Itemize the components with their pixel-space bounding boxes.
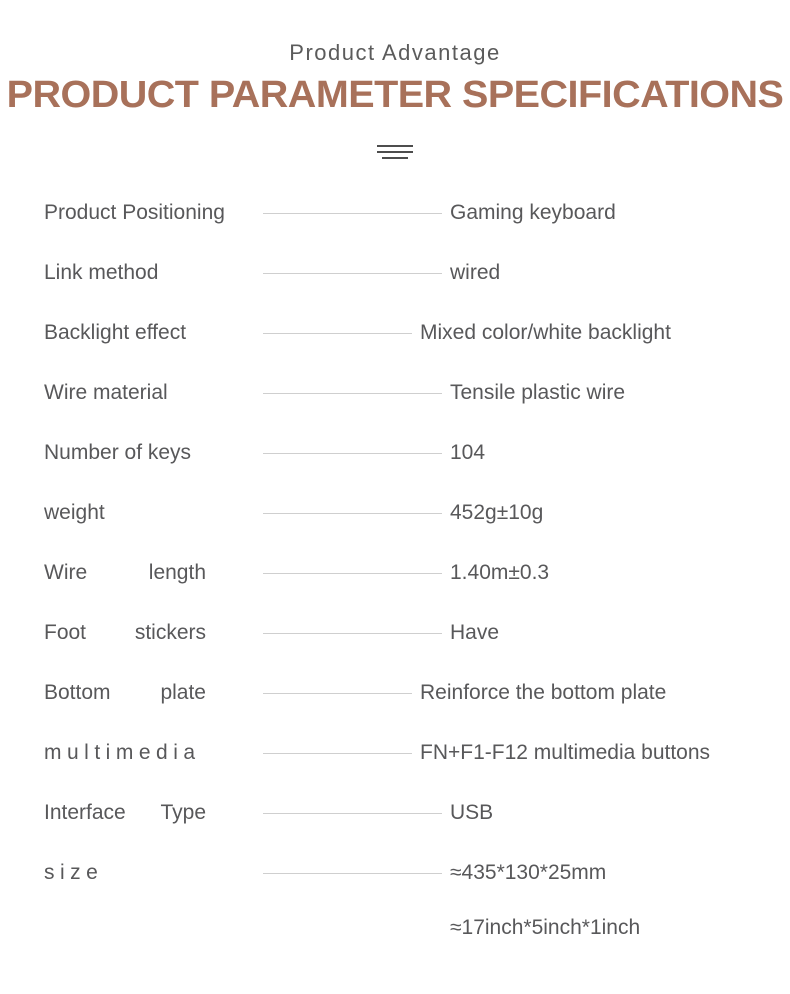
spec-label: Wire material [44,381,168,404]
leader-line [263,333,412,334]
leader-line [263,453,442,454]
spec-value-secondary: ≈17inch*5inch*1inch [450,916,641,939]
spec-value: USB [450,801,494,824]
spec-label-part: stickers [134,621,206,644]
spec-value: wired [450,261,501,284]
spec-label: weight [44,501,105,524]
spec-label-part: Foot [44,621,87,644]
leader-line [263,213,442,214]
spec-label-part: Type [160,801,206,824]
spec-value: Gaming keyboard [450,201,616,224]
spec-label: multimedia [44,741,201,764]
page-title: PRODUCT PARAMETER SPECIFICATIONS [6,74,784,116]
spec-value: Have [450,621,500,644]
spec-label-part: Interface [44,801,126,824]
spec-label: size [44,861,104,884]
table-row [44,783,750,843]
spec-label: Product Positioning [44,201,225,224]
leader-line [263,393,442,394]
spec-value: Tensile plastic wire [450,381,626,404]
leader-line [263,873,442,874]
spec-label: Number of keys [44,441,192,464]
page-header [0,0,790,117]
spec-label [44,681,259,705]
table-row [44,843,750,903]
spec-label: Backlight effect [44,321,187,344]
spec-table [0,183,790,953]
spec-label-part: plate [160,681,206,704]
leader-line [263,573,442,574]
table-row [44,723,750,783]
spec-label-part: Bottom [44,681,111,704]
triple-line-divider-icon [377,143,413,165]
spec-value: 452g±10g [450,501,544,524]
spec-label [44,561,259,585]
leader-line [263,513,442,514]
spec-value: 104 [450,441,486,464]
spec-value: Mixed color/white backlight [420,321,671,344]
table-row [44,423,750,483]
table-row [44,543,750,603]
eyebrow-text: Product Advantage [289,40,501,65]
spec-label: Link method [44,261,159,284]
leader-line [263,633,442,634]
leader-line [263,813,442,814]
leader-line [263,753,412,754]
spec-value: ≈435*130*25mm [450,861,607,884]
table-row [44,303,750,363]
table-row [44,243,750,303]
spec-label [44,801,259,825]
spec-label-part: length [148,561,206,584]
spec-value: FN+F1-F12 multimedia buttons [420,741,711,764]
spec-label-part: Wire [44,561,88,584]
table-row [44,663,750,723]
table-row [44,483,750,543]
spec-value: Reinforce the bottom plate [420,681,667,704]
table-row [44,363,750,423]
table-row-continuation [44,903,750,953]
spec-value: 1.40m±0.3 [450,561,550,584]
table-row [44,603,750,663]
leader-line [263,693,412,694]
spec-label [44,621,259,645]
leader-line [263,273,442,274]
table-row [44,183,750,243]
